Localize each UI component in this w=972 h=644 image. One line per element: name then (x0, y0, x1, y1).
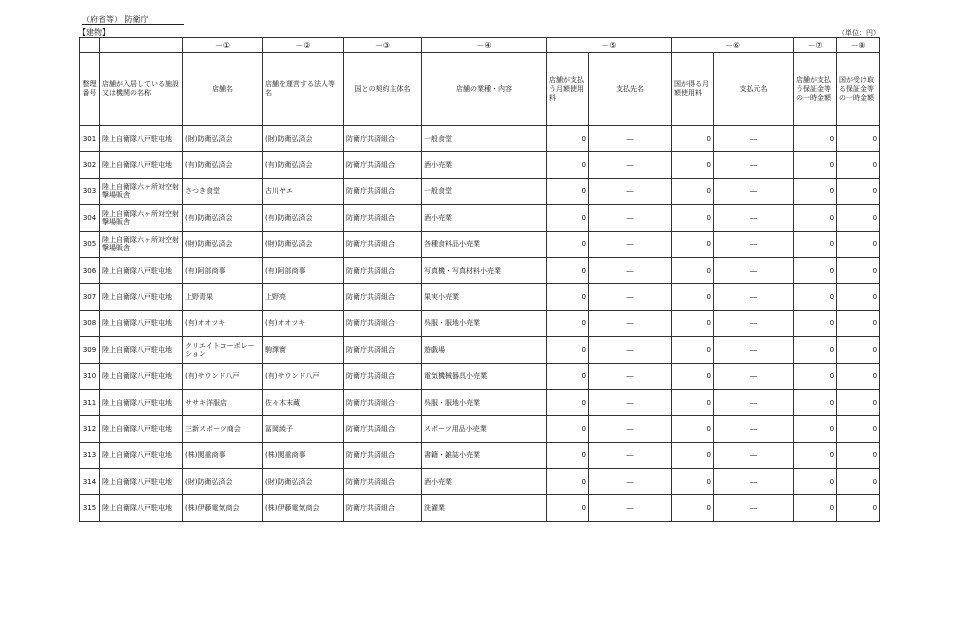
row-state-fee: 0 (672, 205, 714, 231)
row-monthly-fee: 0 (547, 363, 589, 389)
row-deposit-paid: 0 (794, 416, 837, 442)
table-row (80, 337, 880, 363)
row-shop: 上野青果 (183, 284, 263, 310)
row-business: 果実小売業 (422, 284, 547, 310)
row-deposit-paid: 0 (794, 337, 837, 363)
row-deposit-paid: 0 (794, 178, 837, 204)
row-no: 315 (80, 495, 100, 521)
row-payee: ― (589, 205, 672, 231)
row-shop: (株)伊藤電気商会 (183, 495, 263, 521)
row-facility: 陸上自衛隊八戸駐屯地 (100, 126, 183, 152)
row-operator: 古川ヤエ (263, 178, 344, 204)
table-row (80, 363, 880, 389)
row-operator: (有)防衛弘済会 (263, 152, 344, 178)
unit-label: （単位：円） (838, 29, 880, 37)
row-contract: 防衛庁共済組合 (344, 284, 422, 310)
row-monthly-fee: 0 (547, 126, 589, 152)
column-header-business: 店舗の業種・内容 (422, 53, 547, 126)
row-shop: クリエイトコーポレーション (183, 337, 263, 363)
row-deposit-paid: 0 (794, 389, 837, 415)
row-payer: ― (714, 416, 794, 442)
row-no: 304 (80, 205, 100, 231)
row-operator: (財)防衛弘済会 (263, 126, 344, 152)
row-facility: 陸上自衛隊八戸駐屯地 (100, 310, 183, 336)
row-shop: (財)防衛弘済会 (183, 126, 263, 152)
row-monthly-fee: 0 (547, 284, 589, 310)
row-deposit-paid: 0 (794, 495, 837, 521)
sub-header-cell: －⑦ (794, 38, 837, 53)
row-state-fee: 0 (672, 416, 714, 442)
table-row (80, 442, 880, 468)
row-business: 酒小売業 (422, 152, 547, 178)
row-operator: 上野亮 (263, 284, 344, 310)
row-no: 307 (80, 284, 100, 310)
column-header-row (80, 53, 880, 126)
row-contract: 防衛庁共済組合 (344, 469, 422, 495)
row-payer: ― (714, 389, 794, 415)
row-shop: (有)サウンド八戸 (183, 363, 263, 389)
table-row (80, 416, 880, 442)
sub-header-cell: －⑧ (837, 38, 880, 53)
row-deposit-paid: 0 (794, 126, 837, 152)
row-deposit-paid: 0 (794, 231, 837, 257)
row-monthly-fee: 0 (547, 495, 589, 521)
row-monthly-fee: 0 (547, 178, 589, 204)
row-payee: ― (589, 284, 672, 310)
table-row (80, 495, 880, 521)
row-business: 酒小売業 (422, 469, 547, 495)
row-shop: (財)防衛弘済会 (183, 469, 263, 495)
row-deposit-received: 0 (837, 363, 880, 389)
row-business: 呉服・服地小売業 (422, 310, 547, 336)
row-deposit-received: 0 (837, 205, 880, 231)
table-row (80, 152, 880, 178)
row-facility: 陸上自衛隊八戸駐屯地 (100, 469, 183, 495)
row-operator: (有)サウンド八戸 (263, 363, 344, 389)
row-payee: ― (589, 178, 672, 204)
row-deposit-received: 0 (837, 310, 880, 336)
row-deposit-received: 0 (837, 126, 880, 152)
row-payer: ― (714, 310, 794, 336)
row-monthly-fee: 0 (547, 152, 589, 178)
row-no: 314 (80, 469, 100, 495)
row-contract: 防衛庁共済組合 (344, 257, 422, 283)
row-deposit-received: 0 (837, 389, 880, 415)
row-no: 312 (80, 416, 100, 442)
sub-header-cell: －① (183, 38, 263, 53)
row-payee: ― (589, 337, 672, 363)
row-operator: (株)伊藤電気商会 (263, 495, 344, 521)
row-business: 酒小売業 (422, 205, 547, 231)
table-row (80, 469, 880, 495)
row-contract: 防衛庁共済組合 (344, 337, 422, 363)
row-no: 309 (80, 337, 100, 363)
row-deposit-paid: 0 (794, 257, 837, 283)
row-business: スポーツ用品小売業 (422, 416, 547, 442)
row-facility: 陸上自衛隊八戸駐屯地 (100, 152, 183, 178)
sub-header-cell: －④ (422, 38, 547, 53)
row-contract: 防衛庁共済組合 (344, 442, 422, 468)
row-facility: 陸上自衛隊六ヶ所対空射撃場販舎 (100, 231, 183, 257)
row-payee: ― (589, 416, 672, 442)
row-contract: 防衛庁共済組合 (344, 178, 422, 204)
row-payee: ― (589, 442, 672, 468)
row-facility: 陸上自衛隊八戸駐屯地 (100, 337, 183, 363)
row-contract: 防衛庁共済組合 (344, 152, 422, 178)
row-payer: ― (714, 363, 794, 389)
row-deposit-paid: 0 (794, 152, 837, 178)
row-payer: ― (714, 205, 794, 231)
row-payee: ― (589, 469, 672, 495)
row-payer: ― (714, 231, 794, 257)
row-no: 303 (80, 178, 100, 204)
column-header-state-fee: 国が得る月額使用料 (672, 53, 714, 126)
row-payee: ― (589, 363, 672, 389)
table-row (80, 126, 880, 152)
table-row (80, 231, 880, 257)
row-state-fee: 0 (672, 363, 714, 389)
row-facility: 陸上自衛隊八戸駐屯地 (100, 442, 183, 468)
row-payer: ― (714, 442, 794, 468)
row-deposit-paid: 0 (794, 469, 837, 495)
column-header-monthly-fee: 店舗が支払う月額使用料 (547, 53, 589, 126)
row-payee: ― (589, 389, 672, 415)
row-business: 遊戯場 (422, 337, 547, 363)
row-payee: ― (589, 152, 672, 178)
row-deposit-paid: 0 (794, 442, 837, 468)
row-operator: (有)阿部商事 (263, 257, 344, 283)
table-row (80, 178, 880, 204)
row-deposit-received: 0 (837, 152, 880, 178)
row-deposit-paid: 0 (794, 284, 837, 310)
row-no: 305 (80, 231, 100, 257)
row-deposit-paid: 0 (794, 310, 837, 336)
sub-header-cell: －⑤ (547, 38, 672, 53)
row-payer: ― (714, 495, 794, 521)
row-operator: (財)防衛弘済会 (263, 469, 344, 495)
row-operator: 冨岡綾子 (263, 416, 344, 442)
row-no: 311 (80, 389, 100, 415)
row-payee: ― (589, 310, 672, 336)
row-state-fee: 0 (672, 284, 714, 310)
row-contract: 防衛庁共済組合 (344, 416, 422, 442)
row-contract: 防衛庁共済組合 (344, 495, 422, 521)
column-header-no: 整理番号 (80, 53, 100, 126)
row-business: 一般食堂 (422, 126, 547, 152)
column-header-payee: 支払先名 (589, 53, 672, 126)
sub-header-cell: －② (263, 38, 344, 53)
row-no: 306 (80, 257, 100, 283)
column-header-shop: 店舗名 (183, 53, 263, 126)
row-contract: 防衛庁共済組合 (344, 231, 422, 257)
row-state-fee: 0 (672, 178, 714, 204)
row-contract: 防衛庁共済組合 (344, 389, 422, 415)
table-row (80, 205, 880, 231)
row-shop: (有)阿部商事 (183, 257, 263, 283)
row-payer: ― (714, 469, 794, 495)
row-state-fee: 0 (672, 231, 714, 257)
sub-header-cell: －③ (344, 38, 422, 53)
row-payee: ― (589, 495, 672, 521)
row-deposit-received: 0 (837, 469, 880, 495)
column-header-deposit-paid: 店舗が支払う保証金等の一時金額 (794, 53, 837, 126)
table-row (80, 284, 880, 310)
row-deposit-paid: 0 (794, 363, 837, 389)
row-contract: 防衛庁共済組合 (344, 126, 422, 152)
table-body (80, 126, 880, 522)
row-no: 302 (80, 152, 100, 178)
row-monthly-fee: 0 (547, 469, 589, 495)
row-business: 洗濯業 (422, 495, 547, 521)
table-row (80, 389, 880, 415)
row-shop: 三新スポーツ商会 (183, 416, 263, 442)
row-payer: ― (714, 337, 794, 363)
row-monthly-fee: 0 (547, 442, 589, 468)
row-payer: ― (714, 284, 794, 310)
row-facility: 陸上自衛隊八戸駐屯地 (100, 416, 183, 442)
row-facility: 陸上自衛隊六ヶ所対空射撃場販舎 (100, 178, 183, 204)
row-no: 308 (80, 310, 100, 336)
row-state-fee: 0 (672, 469, 714, 495)
category-label: 【建物】 (78, 28, 110, 37)
row-business: 各種食料品小売業 (422, 231, 547, 257)
row-payee: ― (589, 126, 672, 152)
row-shop: (財)防衛弘済会 (183, 231, 263, 257)
row-facility: 陸上自衛隊八戸駐屯地 (100, 389, 183, 415)
sub-header-cell: －⑥ (672, 38, 794, 53)
row-state-fee: 0 (672, 337, 714, 363)
row-deposit-received: 0 (837, 284, 880, 310)
sub-header-cell (100, 38, 183, 53)
row-shop: (有)オオツキ (183, 310, 263, 336)
row-facility: 陸上自衛隊八戸駐屯地 (100, 284, 183, 310)
row-deposit-received: 0 (837, 495, 880, 521)
row-shop: (有)防衛弘済会 (183, 152, 263, 178)
row-contract: 防衛庁共済組合 (344, 310, 422, 336)
row-monthly-fee: 0 (547, 310, 589, 336)
row-deposit-received: 0 (837, 231, 880, 257)
row-business: 呉服・服地小売業 (422, 389, 547, 415)
row-deposit-received: 0 (837, 257, 880, 283)
row-monthly-fee: 0 (547, 205, 589, 231)
row-deposit-received: 0 (837, 337, 880, 363)
row-monthly-fee: 0 (547, 257, 589, 283)
row-shop: ササキ洋服店 (183, 389, 263, 415)
row-state-fee: 0 (672, 257, 714, 283)
row-shop: さつき食堂 (183, 178, 263, 204)
column-header-operator: 店舗を運営する法人等名 (263, 53, 344, 126)
row-payer: ― (714, 257, 794, 283)
row-facility: 陸上自衛隊八戸駐屯地 (100, 495, 183, 521)
row-payer: ― (714, 152, 794, 178)
row-no: 310 (80, 363, 100, 389)
column-header-contract: 国との契約主体名 (344, 53, 422, 126)
row-state-fee: 0 (672, 310, 714, 336)
row-operator: (株)関重商事 (263, 442, 344, 468)
column-header-payer: 支払元名 (714, 53, 794, 126)
row-business: 電気機械器具小売業 (422, 363, 547, 389)
row-operator: (財)防衛弘済会 (263, 231, 344, 257)
ministry-label: （府省等） 防衛庁 (82, 15, 149, 24)
row-monthly-fee: 0 (547, 389, 589, 415)
ministry-underline (82, 24, 184, 25)
row-shop: (有)防衛弘済会 (183, 205, 263, 231)
row-deposit-received: 0 (837, 416, 880, 442)
sub-header-row (80, 38, 880, 53)
row-no: 301 (80, 126, 100, 152)
row-state-fee: 0 (672, 389, 714, 415)
row-operator: (有)オオツキ (263, 310, 344, 336)
column-header-facility: 店舗が入居している施設又は機関の名称 (100, 53, 183, 126)
row-deposit-received: 0 (837, 178, 880, 204)
row-business: 一般食堂 (422, 178, 547, 204)
row-monthly-fee: 0 (547, 416, 589, 442)
row-state-fee: 0 (672, 442, 714, 468)
column-header-deposit-received: 国が受け取る保証金等の一時金額 (837, 53, 880, 126)
row-facility: 陸上自衛隊六ヶ所対空射撃場販舎 (100, 205, 183, 231)
row-no: 313 (80, 442, 100, 468)
row-operator: 佐々木末蔵 (263, 389, 344, 415)
row-payee: ― (589, 257, 672, 283)
shop-table (79, 37, 880, 522)
row-facility: 陸上自衛隊八戸駐屯地 (100, 363, 183, 389)
row-payer: ― (714, 126, 794, 152)
row-payee: ― (589, 231, 672, 257)
row-contract: 防衛庁共済組合 (344, 205, 422, 231)
row-shop: (株)関重商事 (183, 442, 263, 468)
row-deposit-paid: 0 (794, 205, 837, 231)
row-state-fee: 0 (672, 126, 714, 152)
row-monthly-fee: 0 (547, 231, 589, 257)
row-deposit-received: 0 (837, 442, 880, 468)
row-state-fee: 0 (672, 152, 714, 178)
row-monthly-fee: 0 (547, 337, 589, 363)
row-contract: 防衛庁共済組合 (344, 363, 422, 389)
row-business: 写真機・写真材料小売業 (422, 257, 547, 283)
table-row (80, 310, 880, 336)
row-operator: (有)防衛弘済会 (263, 205, 344, 231)
row-payer: ― (714, 178, 794, 204)
row-business: 書籍・雑誌小売業 (422, 442, 547, 468)
row-state-fee: 0 (672, 495, 714, 521)
sub-header-cell (80, 38, 100, 53)
row-facility: 陸上自衛隊八戸駐屯地 (100, 257, 183, 283)
table-row (80, 257, 880, 283)
row-operator: 駒澤實 (263, 337, 344, 363)
